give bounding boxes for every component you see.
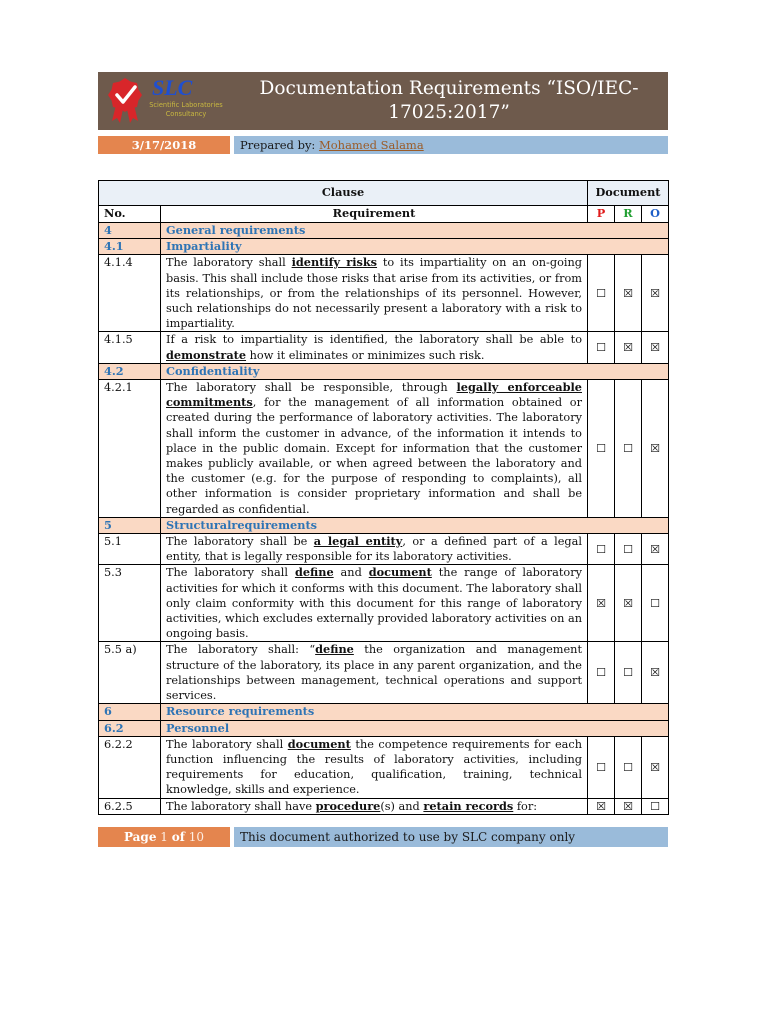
mark-p-checkbox: ☐ bbox=[588, 534, 615, 565]
section-number: 6.2 bbox=[99, 720, 161, 736]
document-body bbox=[98, 180, 668, 847]
clause-header: Clause bbox=[99, 181, 588, 206]
requirement-text: The laboratory shall bbox=[166, 256, 292, 270]
prepared-by bbox=[234, 136, 668, 154]
section-title: Confidentiality bbox=[161, 363, 669, 379]
page-indicator bbox=[98, 827, 230, 847]
requirement-text: for: bbox=[513, 799, 538, 813]
mark-o-checkbox: ☒ bbox=[642, 332, 669, 363]
mark-p-checkbox: ☐ bbox=[588, 255, 615, 332]
mark-o-checkbox: ☒ bbox=[642, 736, 669, 798]
requirement-row bbox=[99, 798, 669, 814]
section-number: 4.2 bbox=[99, 363, 161, 379]
header-band bbox=[98, 72, 668, 130]
mark-r-checkbox: ☐ bbox=[615, 642, 642, 704]
requirement-row bbox=[99, 736, 669, 798]
mark-o-checkbox: ☒ bbox=[642, 380, 669, 518]
clause-number: 5.3 bbox=[99, 565, 161, 642]
section-title: Personnel bbox=[161, 720, 669, 736]
section-row bbox=[99, 704, 669, 720]
key-term: define bbox=[294, 565, 334, 580]
page-footer bbox=[98, 827, 668, 847]
prepared-by-label: Prepared by: bbox=[240, 138, 316, 152]
key-term: identify risks bbox=[291, 255, 378, 270]
clause-number: 4.1.4 bbox=[99, 255, 161, 332]
requirement-text: If a risk to impartiality is identified, the laboratory shall be able to bbox=[166, 333, 582, 347]
requirement-text: the competence requirements for each function influencing the results of laboratory activities, including requirements for education, qualification, training, technical knowledge, skills and experience. bbox=[166, 737, 582, 797]
mark-r-checkbox: ☒ bbox=[615, 798, 642, 814]
requirement-text: The laboratory shall: “ bbox=[166, 643, 316, 657]
section-title: Impartiality bbox=[161, 239, 669, 255]
requirement-text: , or a defined part of a legal entity, that is legally responsible for its laboratory activities. bbox=[166, 535, 583, 564]
mark-r-checkbox: ☐ bbox=[615, 534, 642, 565]
requirement-text: The laboratory shall bbox=[166, 737, 288, 751]
authorization-notice: This document authorized to use by SLC company only bbox=[234, 827, 668, 847]
requirement-row bbox=[99, 534, 669, 565]
logo-subtitle bbox=[144, 101, 228, 119]
requirement-text: , for the management of all information obtained or created during the performance of laboratory activities. The laboratory shall inform the customer in advance, of the information it intends to place in the public domain. Except for information that the customer makes publicly available, or when agreed between the laboratory and the customer (e.g. for the purpose of responding to complaints), all other information is consider proprietary information and shall be regarded as confidential. bbox=[166, 396, 582, 516]
date-badge: 3/17/2018 bbox=[98, 136, 230, 154]
key-term: define bbox=[315, 642, 354, 657]
section-title: Structuralrequirements bbox=[161, 517, 669, 533]
page-number: 1 bbox=[160, 829, 168, 844]
requirement-text: the organization and management structure of the laboratory, its place in any parent organization, and the relationships between management, technical operations and support services. bbox=[166, 643, 582, 703]
requirement-text: The laboratory shall have bbox=[166, 799, 316, 813]
p-column-header: P bbox=[588, 206, 615, 223]
clause-number: 4.1.5 bbox=[99, 332, 161, 363]
requirement-text: The laboratory shall be bbox=[166, 535, 314, 549]
mark-p-checkbox: ☐ bbox=[588, 642, 615, 704]
document-title bbox=[230, 77, 668, 125]
key-term: document bbox=[368, 565, 432, 580]
mark-o-checkbox: ☒ bbox=[642, 642, 669, 704]
clause-number: 5.5 a) bbox=[99, 642, 161, 704]
requirement-row bbox=[99, 332, 669, 363]
requirements-table bbox=[98, 180, 669, 815]
requirement-cell bbox=[161, 332, 588, 363]
requirement-cell bbox=[161, 255, 588, 332]
requirement-cell bbox=[161, 736, 588, 798]
key-term: legally enforceable commitments bbox=[166, 380, 582, 410]
requirement-cell bbox=[161, 642, 588, 704]
section-row bbox=[99, 517, 669, 533]
requirement-text: the range of laboratory activities for which it conforms with this document. The laboratory shall only claim conformity with this document for this range of laboratory activities, which excludes externally provided laboratory activities on an ongoing basis. bbox=[166, 566, 582, 641]
logo-subtitle-line: Consultancy bbox=[165, 110, 207, 118]
mark-p-checkbox: ☐ bbox=[588, 736, 615, 798]
o-column-header: O bbox=[642, 206, 669, 223]
requirement-row bbox=[99, 565, 669, 642]
mark-r-checkbox: ☒ bbox=[615, 565, 642, 642]
requirement-row bbox=[99, 642, 669, 704]
table-subheader-row bbox=[99, 206, 669, 223]
mark-p-checkbox: ☒ bbox=[588, 798, 615, 814]
logo-name: SLC bbox=[152, 75, 193, 100]
mark-o-checkbox: ☒ bbox=[642, 255, 669, 332]
requirement-cell bbox=[161, 798, 588, 814]
mark-r-checkbox: ☐ bbox=[615, 380, 642, 518]
r-column-header: R bbox=[615, 206, 642, 223]
key-term: a legal entity bbox=[313, 534, 403, 549]
clause-number: 6.2.5 bbox=[99, 798, 161, 814]
author-name: Mohamed Salama bbox=[318, 138, 424, 152]
section-row bbox=[99, 363, 669, 379]
key-term: document bbox=[287, 736, 351, 751]
clause-number: 4.2.1 bbox=[99, 380, 161, 518]
mark-o-checkbox: ☒ bbox=[642, 534, 669, 565]
key-term: demonstrate bbox=[166, 347, 247, 362]
mark-p-checkbox: ☐ bbox=[588, 380, 615, 518]
requirement-text: The laboratory shall be responsible, through bbox=[166, 381, 457, 395]
section-row bbox=[99, 223, 669, 239]
page-total: 10 bbox=[188, 829, 205, 844]
mark-p-checkbox: ☐ bbox=[588, 332, 615, 363]
section-title: Resource requirements bbox=[161, 704, 669, 720]
of-word: of bbox=[171, 829, 185, 844]
section-row bbox=[99, 720, 669, 736]
requirement-cell bbox=[161, 565, 588, 642]
section-number: 4 bbox=[99, 223, 161, 239]
mark-r-checkbox: ☒ bbox=[615, 255, 642, 332]
key-term: procedure bbox=[315, 798, 381, 813]
table-header-row bbox=[99, 181, 669, 206]
mark-p-checkbox: ☒ bbox=[588, 565, 615, 642]
seal-check-icon bbox=[107, 77, 143, 125]
requirement-row bbox=[99, 255, 669, 332]
requirement-cell bbox=[161, 534, 588, 565]
mark-r-checkbox: ☐ bbox=[615, 736, 642, 798]
meta-bar bbox=[98, 136, 668, 154]
section-number: 5 bbox=[99, 517, 161, 533]
page-word: Page bbox=[123, 829, 157, 844]
number-column-header: No. bbox=[99, 206, 161, 223]
mark-r-checkbox: ☒ bbox=[615, 332, 642, 363]
section-number: 4.1 bbox=[99, 239, 161, 255]
requirement-text: and bbox=[333, 566, 369, 580]
title-line: 17025:2017” bbox=[388, 102, 510, 123]
mark-o-checkbox: ☐ bbox=[642, 565, 669, 642]
mark-o-checkbox: ☐ bbox=[642, 798, 669, 814]
clause-number: 5.1 bbox=[99, 534, 161, 565]
requirement-cell bbox=[161, 380, 588, 518]
logo-subtitle-line: Scientific Laboratories bbox=[149, 101, 223, 109]
requirement-row bbox=[99, 380, 669, 518]
section-row bbox=[99, 239, 669, 255]
requirement-column-header: Requirement bbox=[161, 206, 588, 223]
clause-number: 6.2.2 bbox=[99, 736, 161, 798]
requirement-text: (s) and bbox=[380, 799, 424, 813]
section-number: 6 bbox=[99, 704, 161, 720]
requirement-text: to its impartiality on an on-going basis. This shall include those risks that arise from its activities, or from its relationships, or from the relationships of its personnel. However, such relationships do not necessarily present a laboratory with a risk to impartiality. bbox=[166, 256, 583, 331]
document-header: Document bbox=[588, 181, 669, 206]
requirement-text: how it eliminates or minimizes such risk. bbox=[246, 348, 485, 362]
title-line: Documentation Requirements “ISO/IEC- bbox=[259, 78, 639, 99]
section-title: General requirements bbox=[161, 223, 669, 239]
key-term: retain records bbox=[423, 798, 514, 813]
requirement-text: The laboratory shall bbox=[166, 566, 295, 580]
